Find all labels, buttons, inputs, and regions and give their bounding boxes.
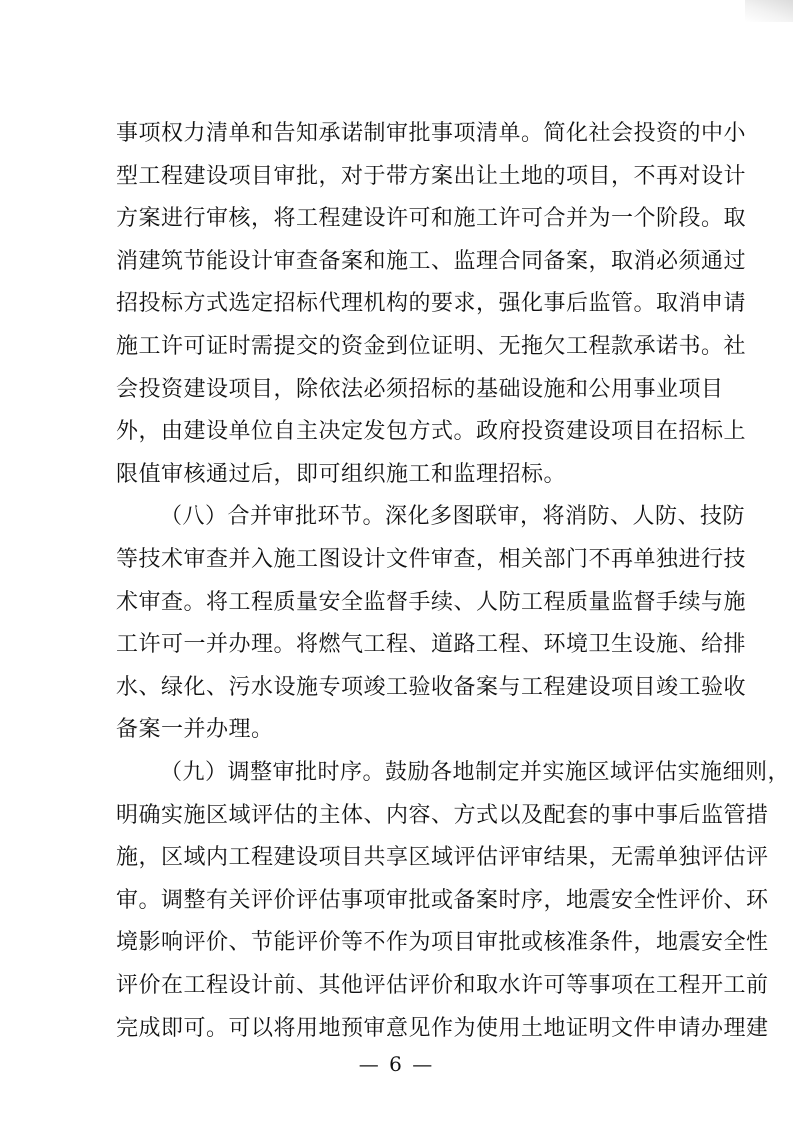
text-line: 评价在工程设计前、其他评估评价和取水许可等事项在工程开工前 — [116, 973, 769, 998]
page-number: — 6 — — [358, 1052, 435, 1076]
text-line: 备案一并办理。 — [116, 717, 274, 742]
text-line: 外，由建设单位自主决定发包方式。政府投资建设项目在招标上 — [116, 419, 747, 444]
text-line: 施工许可证时需提交的资金到位证明、无拖欠工程款承诺书。社 — [116, 334, 747, 359]
text-line: 会投资建设项目，除依法必须招标的基础设施和公用事业项目 — [116, 377, 724, 402]
text-line: 限值审核通过后，即可组织施工和监理招标。 — [116, 462, 567, 487]
text-line: 完成即可。可以将用地预审意见作为使用土地证明文件申请办理建 — [116, 1016, 769, 1041]
text-line: 审。调整有关评价评估事项审批或备案时序，地震安全性评价、环 — [116, 888, 769, 913]
text-line: 术审查。将工程质量安全监督手续、人防工程质量监督手续与施 — [116, 590, 747, 615]
text-line: 境影响评价、节能评价等不作为项目审批或核准条件，地震安全性 — [116, 930, 769, 955]
text-line: 工许可一并办理。将燃气工程、道路工程、环境卫生设施、给排 — [116, 632, 747, 657]
text-line: 施，区域内工程建设项目共享区域评估评审结果，无需单独评估评 — [116, 845, 769, 870]
text-line: 型工程建设项目审批，对于带方案出让土地的项目，不再对设计 — [116, 164, 747, 189]
text-line: 消建筑节能设计审查备案和施工、监理合同备案，取消必须通过 — [116, 249, 747, 274]
text-line: 方案进行审核，将工程建设许可和施工许可合并为一个阶段。取 — [116, 206, 747, 231]
text-line: 水、绿化、污水设施专项竣工验收备案与工程建设项目竣工验收 — [116, 675, 747, 700]
section-heading-line: （八）合并审批环节。深化多图联审，将消防、人防、技防 — [160, 504, 746, 529]
text-line: 事项权力清单和告知承诺制审批事项清单。简化社会投资的中小 — [116, 121, 747, 146]
section-heading-line: （九）调整审批时序。鼓励各地制定并实施区域评估实施细则， — [160, 760, 791, 785]
text-line: 招投标方式选定招标代理机构的要求，强化事后监管。取消申请 — [116, 291, 747, 316]
text-line: 等技术审查并入施工图设计文件审查，相关部门不再单独进行技 — [116, 547, 747, 572]
scan-corner-artifact — [745, 0, 793, 22]
text-line: 明确实施区域评估的主体、内容、方式以及配套的事中事后监管措 — [116, 803, 769, 828]
